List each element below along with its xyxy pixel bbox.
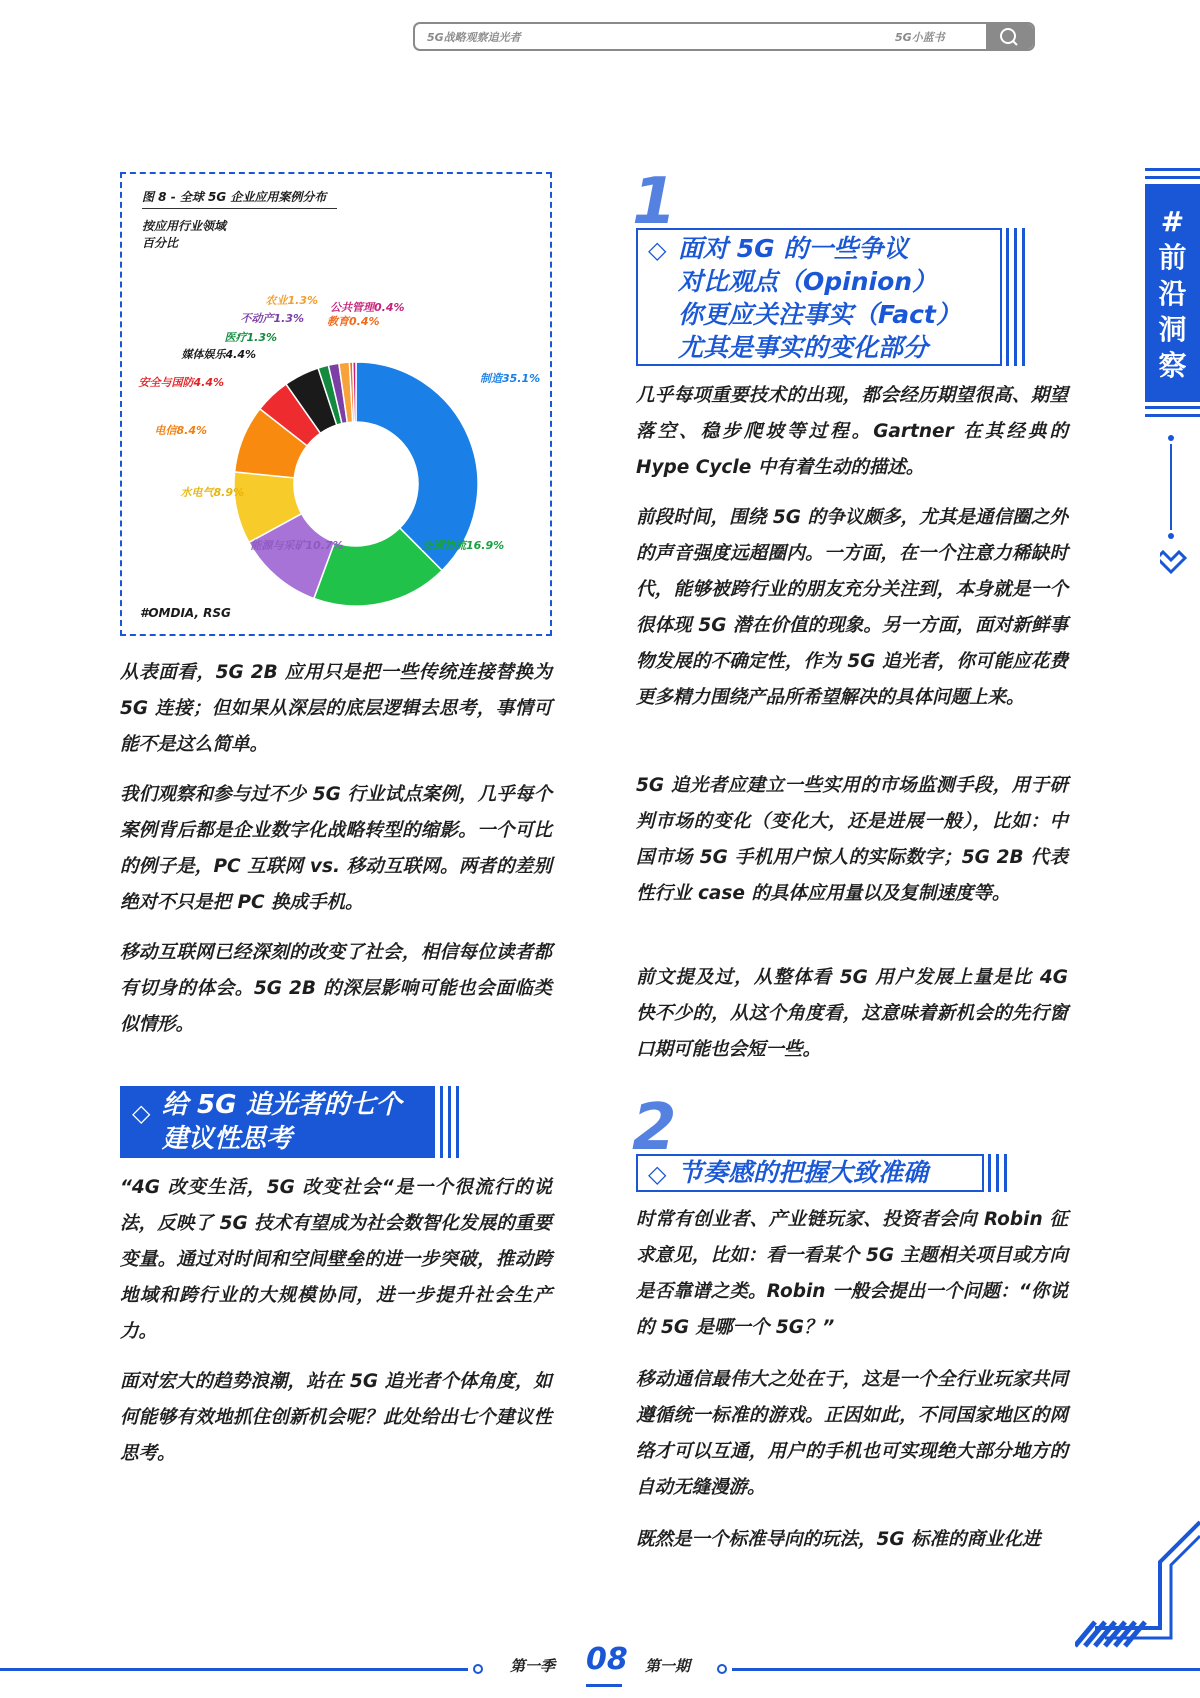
section-heading-1-line3: 你更应关注事实（Fact） (678, 300, 961, 329)
section-heading-line2: 建议性思考 (162, 1124, 293, 1154)
right-paragraph-7: 既然是一个标准导向的玩法，5G 标准的商业化进 (636, 1529, 1041, 1550)
right-paragraph-3: 5G 追光者应建立一些实用的市场监测手段，用于研判市场的变化（变化大，还是进展一般），比如：中国市场 5G 手机用户惊人的实际数字；5G 2B 代表性行业 case 的具体应用量以及复制速度等。 (636, 775, 1068, 904)
chart-subtitle-line1: 按应用行业领域 (142, 219, 227, 233)
left-paragraph-2: 我们观察和参与过不少 5G 行业试点案例，几乎每个案例背后都是企业数字化战略转型的缩影。一个可比的例子是，PC 互联网 vs. 移动互联网。两者的差别绝对不只是把 PC 换成手机。 (120, 784, 552, 913)
corner-stripes-decoration (1075, 1518, 1200, 1648)
page-number: 08 (586, 1642, 628, 1677)
section-number-1: 1 (632, 165, 677, 239)
chart-box (120, 172, 552, 636)
section-heading-2 (636, 1154, 984, 1192)
side-char-4: 察 (1158, 349, 1187, 382)
search-button[interactable] (986, 24, 1033, 49)
right-paragraph-6: 移动通信最伟大之处在于，这是一个全行业玩家共同遵循统一标准的游戏。正因如此，不同国家地区的网络才可以互通，用户的手机也可实现绝大部分地方的自动无缝漫游。 (636, 1369, 1068, 1498)
chart-subtitle-line2: 百分比 (142, 236, 179, 250)
left-paragraph-1: 从表面看，5G 2B 应用只是把一些传统连接替换为 5G 连接；但如果从深层的底层逻辑去思考，事情可能不是这么简单。 (120, 662, 552, 755)
heading-stripes (988, 1154, 1008, 1192)
donut-label-3: 能源与采矿10.7% (250, 539, 344, 552)
right-paragraph-1: 几乎每项重要技术的出现，都会经历期望很高、期望落空、稳步爬坡等过程。Gartner 在其经典的 Hype Cycle 中有着生动的描述。 (636, 385, 1068, 478)
page-number-underline (586, 1684, 622, 1687)
chart-source: #OMDIA, RSG (140, 606, 231, 620)
left-paragraph-5: 面对宏大的趋势浪潮，站在 5G 追光者个体角度，如何能够有效地抓住创新机会呢？此处给出七个建议性思考。 (120, 1371, 552, 1464)
side-line (1145, 168, 1200, 171)
footer-dot-icon (716, 1663, 728, 1675)
donut-label-12: 公共管理0.4% (330, 301, 405, 314)
footer-dot-icon (472, 1663, 484, 1675)
footer-line-right (732, 1668, 1200, 1671)
footer-line-left (0, 1668, 468, 1671)
section-heading-2-text: 节奏感的把握大致准确 (678, 1158, 929, 1187)
donut-label-6: 安全与国防4.4% (138, 376, 224, 389)
diamond-icon: ◇ (648, 236, 667, 264)
diamond-icon: ◇ (648, 1160, 667, 1188)
search-bar[interactable] (413, 22, 1035, 51)
footer-issue: 第一期 (645, 1657, 691, 1675)
side-line (1145, 414, 1200, 417)
chart-title: 图 8 - 全球 5G 企业应用案例分布 (142, 190, 327, 204)
donut-label-4: 水电气8.9% (180, 486, 244, 499)
donut-label-10: 农业1.3% (265, 294, 318, 307)
side-panel-front-insight (1145, 184, 1200, 402)
side-line (1145, 176, 1200, 179)
heading-stripes (1006, 228, 1026, 366)
section-heading-1-line2: 对比观点（Opinion） (678, 267, 938, 296)
donut-label-5: 电信8.4% (154, 424, 207, 437)
diamond-icon: ◇ (132, 1099, 151, 1127)
side-char-2: 沿 (1158, 277, 1187, 310)
side-connector-decoration (1160, 430, 1190, 590)
right-paragraph-5: 时常有创业者、产业链玩家、投资者会向 Robin 征求意见，比如：看一看某个 5G 主题相关项目或方向是否靠谱之类。Robin 一般会提出一个问题：“你说的 5G 是哪一个 5G？” (636, 1209, 1068, 1338)
search-bar-right-text: 5G小蓝书 (895, 31, 945, 44)
heading-stripes (440, 1086, 466, 1158)
search-icon (986, 24, 1033, 49)
left-paragraph-3: 移动互联网已经深刻的改变了社会，相信每位读者都有切身的体会。5G 2B 的深层影响可能也会面临类似情形。 (120, 942, 552, 1035)
section-heading-line1: 给 5G 追光者的七个 (162, 1090, 402, 1120)
side-char-1: 前 (1158, 241, 1187, 274)
right-paragraph-2: 前段时间，围绕 5G 的争议颇多，尤其是通信圈之外的声音强度远超圈内。一方面，在一个注意力稀缺时代，能够被跨行业的朋友充分关注到，本身就是一个很体现 5G 潜在价值的现象。另一方面，面对新鲜事物发展的不确定性，作为 5G 追光者，你可能应花费更多精力围绕产品所希望解决的具体问题上来。 (636, 507, 1068, 708)
section-heading-seven-thoughts (120, 1086, 435, 1158)
footer-season: 第一季 (510, 1657, 556, 1675)
donut-label-7: 媒体娱乐4.4% (181, 348, 256, 361)
right-paragraph-4: 前文提及过，从整体看 5G 用户发展上量是比 4G 快不少的，从这个角度看，这意味着新机会的先行窗口期可能也会短一些。 (636, 967, 1068, 1060)
side-hash: # (1160, 205, 1185, 238)
donut-label-11: 教育0.4% (327, 315, 380, 328)
donut-label-1: 制造35.1% (480, 372, 541, 385)
search-bar-left-text: 5G战略观察追光者 (427, 31, 521, 44)
side-char-3: 洞 (1158, 313, 1187, 346)
side-line (1145, 406, 1200, 409)
donut-label-8: 医疗1.3% (224, 331, 277, 344)
left-paragraph-4: “4G 改变生活，5G 改变社会“是一个很流行的说法，反映了 5G 技术有望成为社会数智化发展的重要变量。通过对时间和空间壁垒的进一步突破，推动跨地域和跨行业的大规模协同，进一步提升社会生产力。 (120, 1177, 552, 1342)
section-number-2: 2 (632, 1091, 677, 1165)
section-heading-1-line1: 面对 5G 的一些争议 (678, 234, 909, 263)
donut-label-9: 不动产1.3% (240, 312, 304, 325)
section-heading-1-line4: 尤其是事实的变化部分 (678, 333, 929, 362)
section-heading-1 (636, 228, 1002, 366)
donut-chart (122, 174, 554, 638)
donut-label-2: 交通物流16.9% (422, 539, 505, 552)
